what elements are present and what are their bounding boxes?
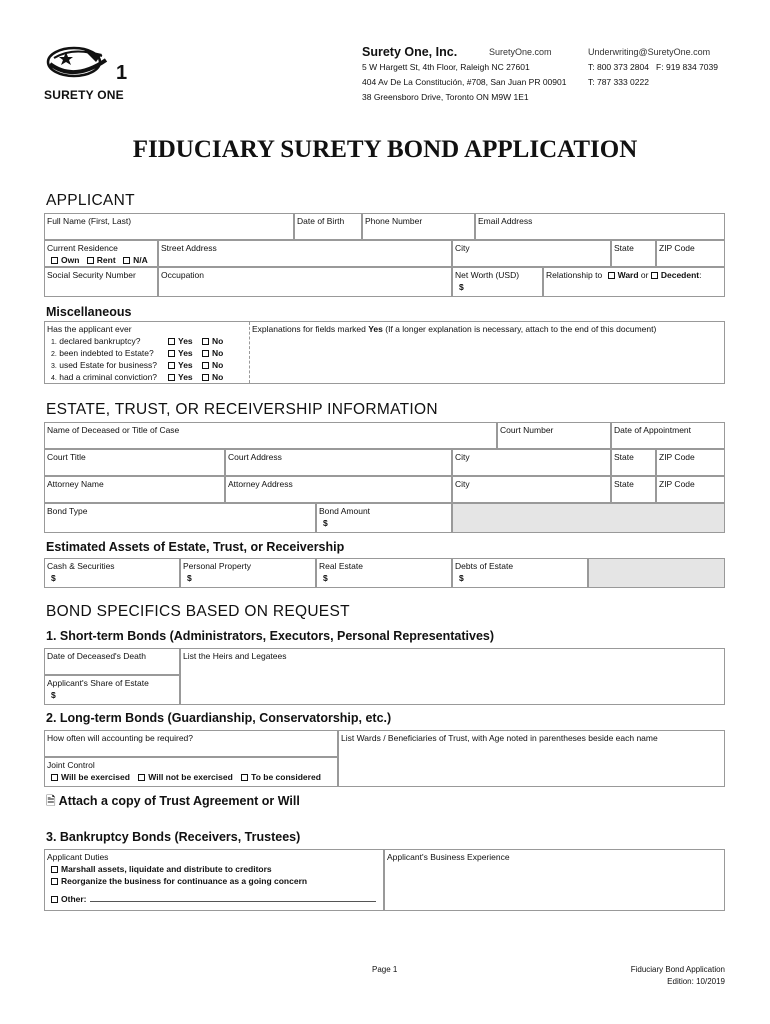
assets-heading: Estimated Assets of Estate, Trust, or Receivership bbox=[46, 540, 345, 554]
estate-heading: ESTATE, TRUST, OR RECEIVERSHIP INFORMATION bbox=[46, 401, 438, 418]
cash-dollar: $ bbox=[51, 573, 56, 583]
na-checkbox[interactable] bbox=[123, 257, 130, 264]
cash-field[interactable] bbox=[44, 558, 180, 588]
logo-text: SURETY ONE bbox=[44, 88, 124, 102]
or-label: or bbox=[640, 270, 649, 280]
personal-property-label: Personal Property bbox=[183, 561, 252, 571]
net-worth-dollar: $ bbox=[459, 282, 464, 292]
real-estate-field[interactable] bbox=[316, 558, 452, 588]
question-text: declared bankruptcy? bbox=[59, 336, 141, 346]
question-text: used Estate for business? bbox=[59, 360, 158, 370]
duty1-checkbox[interactable] bbox=[51, 866, 58, 873]
q1-yes-checkbox[interactable] bbox=[168, 338, 175, 345]
q2-no-checkbox[interactable] bbox=[202, 350, 209, 357]
court-state-field[interactable] bbox=[611, 449, 656, 476]
real-estate-label: Real Estate bbox=[319, 561, 363, 571]
attorney-city-label: City bbox=[455, 479, 470, 489]
decedent-label: Decedent bbox=[660, 270, 700, 280]
company-addr3: 38 Greensboro Drive, Toronto ON M9W 1E1 bbox=[362, 92, 529, 102]
residence-field bbox=[44, 240, 158, 267]
duties-field bbox=[44, 849, 384, 911]
rent-label: Rent bbox=[96, 255, 116, 265]
no-label: No bbox=[212, 360, 224, 370]
residence-label: Current Residence bbox=[47, 243, 118, 253]
misc-question-3 bbox=[47, 360, 247, 370]
decedent-checkbox[interactable] bbox=[651, 272, 658, 279]
attorney-city-field[interactable] bbox=[452, 476, 611, 503]
real-estate-dollar: $ bbox=[323, 573, 328, 583]
company-name: Surety One, Inc. bbox=[362, 45, 458, 59]
attorney-address-label: Attorney Address bbox=[228, 479, 293, 489]
debts-dollar: $ bbox=[459, 573, 464, 583]
heirs-field[interactable] bbox=[180, 648, 725, 705]
own-checkbox[interactable] bbox=[51, 257, 58, 264]
question-num: 1. bbox=[51, 339, 57, 346]
assets-gray-block bbox=[588, 558, 725, 588]
court-address-field[interactable] bbox=[225, 449, 452, 476]
dob-field[interactable] bbox=[294, 213, 362, 240]
street-field[interactable] bbox=[158, 240, 452, 267]
has-ever-label: Has the applicant ever bbox=[47, 324, 132, 334]
duties-label: Applicant Duties bbox=[47, 852, 109, 862]
page-title: FIDUCIARY SURETY BOND APPLICATION bbox=[132, 136, 638, 163]
joint-control-label: Joint Control bbox=[47, 760, 95, 770]
no-label: No bbox=[212, 372, 224, 382]
company-website[interactable]: SuretyOne.com bbox=[489, 47, 552, 57]
attorney-state-label: State bbox=[614, 479, 634, 489]
case-name-field[interactable] bbox=[44, 422, 497, 449]
explanations-field[interactable] bbox=[252, 324, 722, 334]
bond-amount-field[interactable] bbox=[316, 503, 452, 533]
court-city-field[interactable] bbox=[452, 449, 611, 476]
cash-label: Cash & Securities bbox=[47, 561, 115, 571]
bond-type-label: Bond Type bbox=[47, 506, 88, 516]
experience-label: Applicant's Business Experience bbox=[387, 852, 510, 862]
full-name-label: Full Name (First, Last) bbox=[47, 216, 132, 226]
question-num: 4. bbox=[51, 375, 57, 382]
yes-label: Yes bbox=[178, 372, 193, 382]
share-label: Applicant's Share of Estate bbox=[47, 678, 149, 688]
duty2-checkbox[interactable] bbox=[51, 878, 58, 885]
no-label: No bbox=[212, 348, 224, 358]
net-worth-label: Net Worth (USD) bbox=[455, 270, 520, 280]
explain-yes: Yes bbox=[368, 324, 383, 334]
bond-type-field[interactable] bbox=[44, 503, 316, 533]
exercised-label: Will be exercised bbox=[61, 772, 130, 782]
specifics-heading: BOND SPECIFICS BASED ON REQUEST bbox=[46, 603, 350, 620]
court-zip-label: ZIP Code bbox=[659, 452, 695, 462]
occupation-field[interactable] bbox=[158, 267, 452, 297]
misc-question-2 bbox=[47, 348, 247, 358]
zip-label: ZIP Code bbox=[659, 243, 695, 253]
exercised-checkbox[interactable] bbox=[51, 774, 58, 781]
occupation-label: Occupation bbox=[161, 270, 204, 280]
death-date-label: Date of Deceased's Death bbox=[47, 651, 146, 661]
considered-label: To be considered bbox=[251, 772, 321, 782]
q4-yes-checkbox[interactable] bbox=[168, 374, 175, 381]
ssn-field[interactable] bbox=[44, 267, 158, 297]
email-label: Email Address bbox=[478, 216, 533, 226]
court-city-label: City bbox=[455, 452, 470, 462]
na-label: N/A bbox=[133, 255, 148, 265]
full-name-field[interactable] bbox=[44, 213, 294, 240]
q3-no-checkbox[interactable] bbox=[202, 362, 209, 369]
considered-checkbox[interactable] bbox=[241, 774, 248, 781]
question-num: 2. bbox=[51, 351, 57, 358]
company-addr1: 5 W Hargett St, 4th Floor, Raleigh NC 27601 bbox=[362, 62, 530, 72]
state-field[interactable] bbox=[611, 240, 656, 267]
court-state-label: State bbox=[614, 452, 634, 462]
attorney-zip-field[interactable] bbox=[656, 476, 725, 503]
no-label: No bbox=[212, 336, 224, 346]
court-title-field[interactable] bbox=[44, 449, 225, 476]
experience-field[interactable] bbox=[384, 849, 725, 911]
attorney-state-field[interactable] bbox=[611, 476, 656, 503]
personal-property-field[interactable] bbox=[180, 558, 316, 588]
logo-mark: 1 bbox=[116, 62, 128, 84]
heirs-label: List the Heirs and Legatees bbox=[183, 651, 287, 661]
wards-label: List Wards / Beneficiaries of Trust, with Age noted in parentheses beside each name bbox=[341, 733, 658, 743]
misc-question-4 bbox=[47, 372, 247, 382]
q3-yes-checkbox[interactable] bbox=[168, 362, 175, 369]
ward-checkbox[interactable] bbox=[608, 272, 615, 279]
bankruptcy-heading: 3. Bankruptcy Bonds (Receivers, Trustees) bbox=[46, 830, 301, 844]
attach-note bbox=[46, 792, 300, 813]
page-number: Page 1 bbox=[372, 965, 398, 974]
court-zip-field[interactable] bbox=[656, 449, 725, 476]
own-label: Own bbox=[61, 255, 80, 265]
phone-field[interactable] bbox=[362, 213, 475, 240]
net-worth-field[interactable] bbox=[452, 267, 543, 297]
duty2-label: Reorganize the business for continuance as a going concern bbox=[61, 876, 308, 886]
appointment-label: Date of Appointment bbox=[614, 425, 692, 435]
q1-no-checkbox[interactable] bbox=[202, 338, 209, 345]
company-phone1: T: 800 373 2804 F: 919 834 7039 bbox=[588, 62, 718, 72]
misc-question-1 bbox=[47, 336, 247, 346]
company-email[interactable]: Underwriting@SuretyOne.com bbox=[588, 47, 711, 57]
explain-note: (If a longer explanation is necessary, attach to the end of this document) bbox=[382, 324, 657, 334]
yes-label: Yes bbox=[178, 348, 193, 358]
estate-gray-block bbox=[452, 503, 725, 533]
street-label: Street Address bbox=[161, 243, 217, 253]
relationship-label: Relationship to bbox=[546, 270, 603, 280]
state-label: State bbox=[614, 243, 634, 253]
court-title-label: Court Title bbox=[47, 452, 86, 462]
footer-edition: Edition: 10/2019 bbox=[667, 977, 725, 986]
joint-control-field bbox=[44, 757, 338, 787]
yes-label: Yes bbox=[178, 360, 193, 370]
debts-label: Debts of Estate bbox=[455, 561, 514, 571]
court-number-label: Court Number bbox=[500, 425, 554, 435]
explain-label: Explanations for fields marked bbox=[252, 324, 369, 334]
attorney-name-field[interactable] bbox=[44, 476, 225, 503]
misc-divider bbox=[249, 322, 250, 383]
case-name-label: Name of Deceased or Title of Case bbox=[47, 425, 180, 435]
bond-amount-label: Bond Amount bbox=[319, 506, 371, 516]
bond-amount-dollar: $ bbox=[323, 518, 328, 528]
city-label: City bbox=[455, 243, 470, 253]
misc-heading: Miscellaneous bbox=[46, 305, 132, 319]
question-text: been indebted to Estate? bbox=[59, 348, 154, 358]
q2-yes-checkbox[interactable] bbox=[168, 350, 175, 357]
yes-label: Yes bbox=[178, 336, 193, 346]
phone-label: Phone Number bbox=[365, 216, 423, 226]
dob-label: Date of Birth bbox=[297, 216, 345, 226]
applicant-heading: APPLICANT bbox=[46, 192, 135, 209]
footer-doc: Fiduciary Bond Application bbox=[630, 965, 725, 974]
personal-dollar: $ bbox=[187, 573, 192, 583]
question-text: had a criminal conviction? bbox=[59, 372, 158, 382]
court-number-field[interactable] bbox=[497, 422, 611, 449]
email-field[interactable] bbox=[475, 213, 725, 240]
court-address-label: Court Address bbox=[228, 452, 282, 462]
company-addr2: 404 Av De La Constitución, #708, San Juan PR 00901 bbox=[362, 77, 567, 87]
accounting-field[interactable] bbox=[44, 730, 338, 757]
company-phone2: T: 787 333 0222 bbox=[588, 77, 649, 87]
document-icon: 🗎 bbox=[46, 794, 56, 808]
other-checkbox[interactable] bbox=[51, 896, 58, 903]
duty1-label: Marshall assets, liquidate and distribute to creditors bbox=[61, 864, 272, 874]
other-input[interactable] bbox=[90, 894, 376, 902]
accounting-label: How often will accounting be required? bbox=[47, 733, 194, 743]
not-exercised-label: Will not be exercised bbox=[148, 772, 233, 782]
long-term-heading: 2. Long-term Bonds (Guardianship, Conservatorship, etc.) bbox=[46, 711, 392, 725]
ward-label: Ward bbox=[617, 270, 639, 280]
short-term-heading: 1. Short-term Bonds (Administrators, Executors, Personal Representatives) bbox=[46, 629, 495, 643]
logo bbox=[44, 42, 134, 102]
share-dollar: $ bbox=[51, 690, 56, 700]
attorney-name-label: Attorney Name bbox=[47, 479, 104, 489]
death-date-field[interactable] bbox=[44, 648, 180, 675]
zip-field[interactable] bbox=[656, 240, 725, 267]
debts-field[interactable] bbox=[452, 558, 588, 588]
relationship-field bbox=[543, 267, 725, 297]
attach-label: Attach a copy of Trust Agreement or Will bbox=[58, 794, 300, 808]
ssn-label: Social Security Number bbox=[47, 270, 136, 280]
appointment-field[interactable] bbox=[611, 422, 725, 449]
city-field[interactable] bbox=[452, 240, 611, 267]
share-field[interactable] bbox=[44, 675, 180, 705]
wards-field[interactable] bbox=[338, 730, 725, 787]
other-label: Other: bbox=[61, 894, 87, 904]
q4-no-checkbox[interactable] bbox=[202, 374, 209, 381]
question-num: 3. bbox=[51, 363, 57, 370]
colon-label: : bbox=[699, 270, 702, 280]
rent-checkbox[interactable] bbox=[87, 257, 94, 264]
attorney-address-field[interactable] bbox=[225, 476, 452, 503]
attorney-zip-label: ZIP Code bbox=[659, 479, 695, 489]
not-exercised-checkbox[interactable] bbox=[138, 774, 145, 781]
